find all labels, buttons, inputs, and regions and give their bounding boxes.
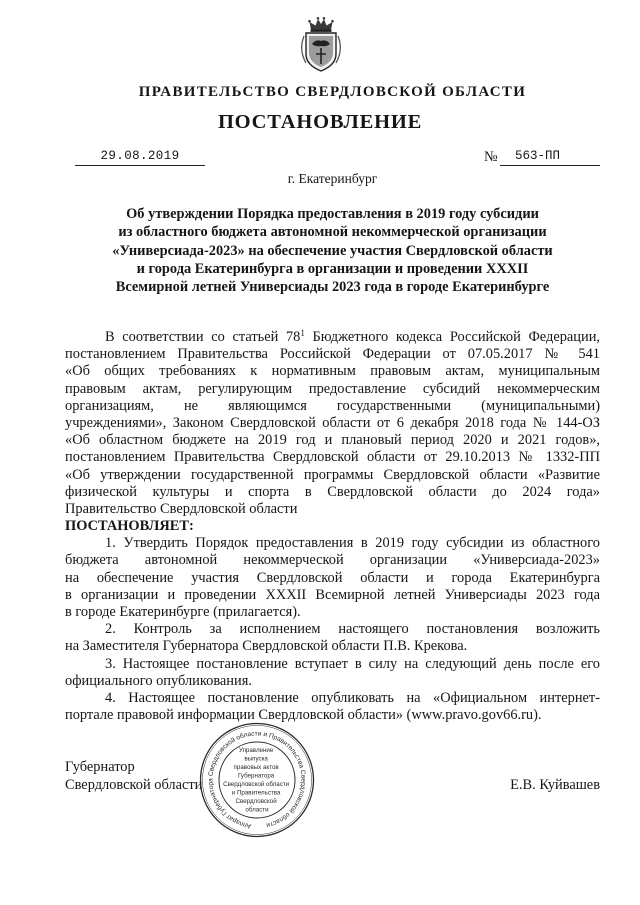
coat-of-arms-emblem [298,16,344,72]
signatory-position-line-1: Губернатор [65,759,135,775]
body-text: Бюджетного кодекса Российской Федерации, [304,329,600,345]
title-line: Всемирной летней Универсиады 2023 года в городе Екатеринбурге [115,279,550,296]
body-line: Правительство Свердловской области [65,500,298,517]
stamp-inner-line: Свердловской [235,798,277,805]
document-subject-title [65,205,600,296]
item-4-line: 4. Настоящее постановление опубликовать на «Официальном интернет- [105,689,600,706]
signatory-position-line-2: Свердловской области [65,777,203,793]
resolution-keyword: ПОСТАНОВЛЯЕТ: [65,518,194,535]
body-line: «Об утверждении государственной программы Свердловской области «Развитие [65,466,600,483]
body-line: правовым актам, регулирующим предоставление субсидий некоммерческим [65,380,600,397]
item-3-line: 3. Настоящее постановление вступает в силу на следующий день после его [105,655,600,672]
item-1-line: 1. Утвердить Порядок предоставления в 2019 году субсидии из областного [105,535,600,552]
body-line: учреждениями», Законом Свердловской области от 6 декабря 2018 года № 144-ОЗ [65,414,600,431]
body-line: «Об областном бюджете на 2019 год и плановый период 2020 и 2021 годов», [65,432,600,449]
body-text: В соответствии со статьей 78 [105,329,301,345]
body-line: постановлением Правительства Свердловской области от 29.10.2013 № 1332-ПП [65,449,600,466]
item-1-line: в организации и проведении XXXII Всемирной летней Универсиады 2023 года [65,586,600,603]
stamp-inner-line: области [245,806,269,814]
signatory-name: Е.В. Куйвашев [510,777,600,793]
item-4-line: портале правовой информации Свердловской области» (www.pravo.gov66.ru). [65,707,542,724]
issuing-authority: ПРАВИТЕЛЬСТВО СВЕРДЛОВСКОЙ ОБЛАСТИ [138,84,527,100]
item-2-line: 2. Контроль за исполнением настоящего постановления возложить [105,621,600,638]
body-line: «Об общих требованиях к нормативным правовым актам, муниципальным [65,363,600,380]
title-line: «Универсиада-2023» на обеспечение участия Свердловской области [112,242,553,259]
document-body [65,329,600,724]
item-3-line: официального опубликования. [65,672,252,689]
stamp-inner-line: Губернатора [237,772,275,780]
title-line: из областного бюджета автономной некоммерческой организации [118,224,547,241]
stamp-ring-text: Аппарат Губернатора Свердловской области и Правительства Свердловской области [207,730,307,830]
official-stamp [198,721,316,839]
svg-text:Управление выпуска [223,747,291,814]
body-line: постановлением Правительства Российской Федерации от 07.05.2017 № 541 [65,346,600,363]
article-superscript: 1 [300,328,305,338]
item-1-line: в городе Екатеринбурге (прилагается). [65,604,301,620]
document-type-title: ПОСТАНОВЛЕНИЕ [217,111,423,133]
city-line: г. Екатеринбург [287,171,378,186]
stamp-inner-line: и Правительства [231,789,281,797]
document-number: 563-ПП [500,148,600,166]
stamp-outer-ring [201,724,314,837]
title-line: и города Екатеринбурга в организации и проведении XXXII [136,260,529,277]
number-sign: № [484,149,498,165]
stamp-inner-line: выпуска [244,755,268,763]
svg-text:Аппарат Губернатора Свердловск [207,730,306,829]
document-date: 29.08.2019 [75,148,205,166]
stamp-inner-line: правовых актов [233,764,279,771]
body-line: организациям, не являющимся государственными (муниципальными) [65,397,600,414]
item-1-line: на обеспечение участия Свердловской области и города Екатеринбурга [65,569,600,586]
stamp-inner-line: Свердловской области [223,781,290,788]
item-1-line: бюджета автономной некоммерческой организации «Универсиада-2023» [65,552,600,569]
item-2-line: на Заместителя Губернатора Свердловской области П.В. Крекова. [65,638,468,655]
body-line: физической культуры и спорта в Свердловской области до 2024 года» [65,483,600,500]
body-line [65,329,600,346]
title-line: Об утверждении Порядка предоставления в 2019 году субсидии [126,206,539,222]
stamp-inner-line: Управление [238,747,274,754]
